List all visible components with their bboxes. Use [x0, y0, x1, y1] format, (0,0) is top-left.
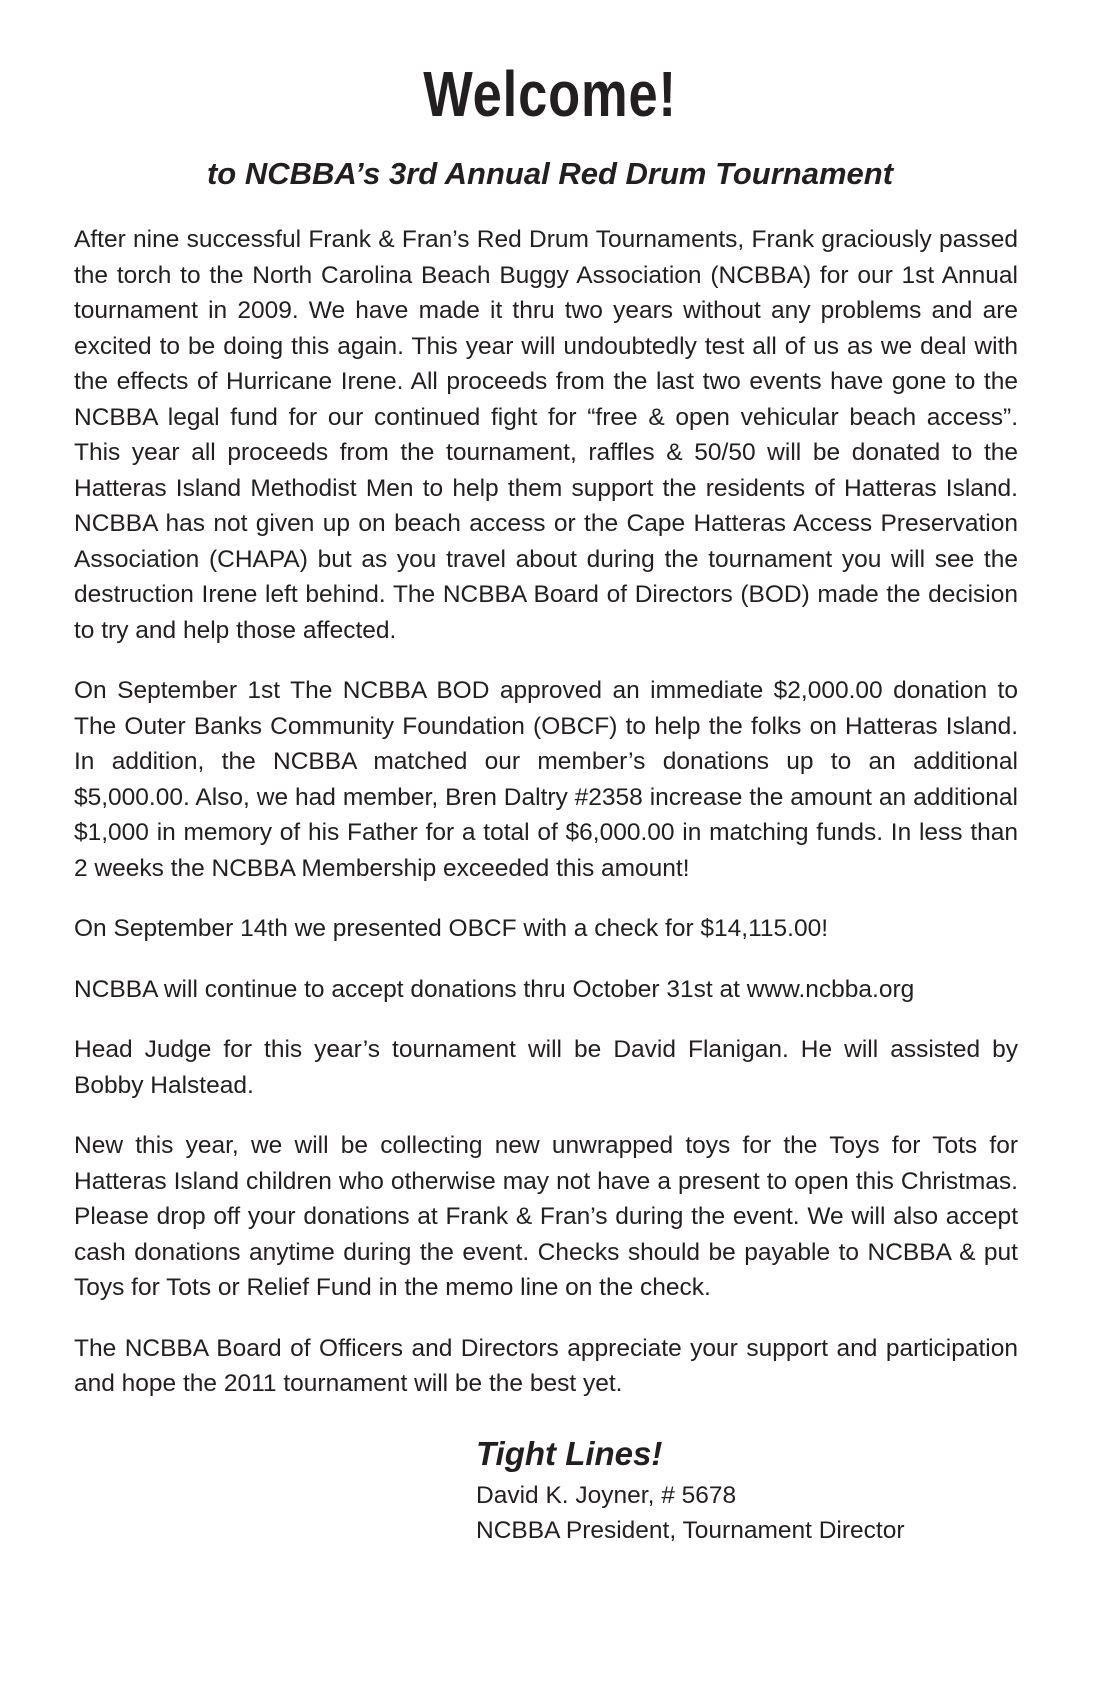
page-subtitle: to NCBBA’s 3rd Annual Red Drum Tournament	[206, 156, 894, 191]
paragraph-website: NCBBA will continue to accept donations thru October 31st at www.ncbba.org	[74, 975, 915, 1003]
closing-phrase: Tight Lines!	[476, 1435, 663, 1472]
paragraph-history: After nine successful Frank & Fran’s Red Drum Tournaments, Frank graciously passed the torch to the North Carolina Beach Buggy Association (NCBBA) for our 1st Annual tournament in 2009. We have made it thru two years without any problems and are excited to be doing this again. This year will undoubtedly test all of us as we deal with the effects of Hurricane Irene. All proceeds from the last two events have gone to the NCBBA legal fund for our continued fight for “free & open vehicular beach access”. This year all proceeds from the tournament, raffles & 50/50 will be donated to the Hatteras Island Methodist Men to help them support the residents of Hatteras Island. NCBBA has not given up on beach access or the Cape Hatteras Access Preservation Association (CHAPA) but as you travel about during the tournament you will see the destruction Irene left behind. The NCBBA Board of Directors (BOD) made the decision to try and help those affected.	[74, 226, 1018, 644]
paragraph-toys: New this year, we will be collecting new unwrapped toys for the Toys for Tots for Hatteras Island children who otherwise may not have a present to open this Christmas. Please drop off your donations at Frank & Fran’s during the event. We will also accept cash donations anytime during the event. Checks should be payable to NCBBA & put Toys for Tots or Relief Fund in the memo line on the check.	[74, 1132, 1018, 1301]
paragraph-check: On September 14th we presented OBCF with a check for $14,115.00!	[74, 915, 829, 942]
signer-name: David K. Joyner, # 5678	[476, 1482, 737, 1509]
signature-block	[476, 1434, 905, 1548]
letter-body	[74, 222, 1018, 1427]
paragraph-judges: Head Judge for this year’s tournament will be David Flanigan. He will assisted by Bobby Halstead.	[74, 1036, 1018, 1099]
paragraph-thanks: The NCBBA Board of Officers and Directors appreciate your support and participation and hope the 2011 tournament will be the best yet.	[74, 1334, 1018, 1397]
page-title: Welcome!	[423, 58, 677, 130]
paragraph-donation: On September 1st The NCBBA BOD approved an immediate $2,000.00 donation to The Outer Banks Community Foundation (OBCF) to help the folks on Hatteras Island. In addition, the NCBBA matched our member’s donations up to an additional $5,000.00. Also, we had member, Bren Daltry #2358 increase the amount an additional $1,000 in memory of his Father for a total of $6,000.00 in matching funds. In less than 2 weeks the NCBBA Membership exceeded this amount!	[74, 677, 1018, 882]
signer-role: NCBBA President, Tournament Director	[476, 1517, 905, 1544]
